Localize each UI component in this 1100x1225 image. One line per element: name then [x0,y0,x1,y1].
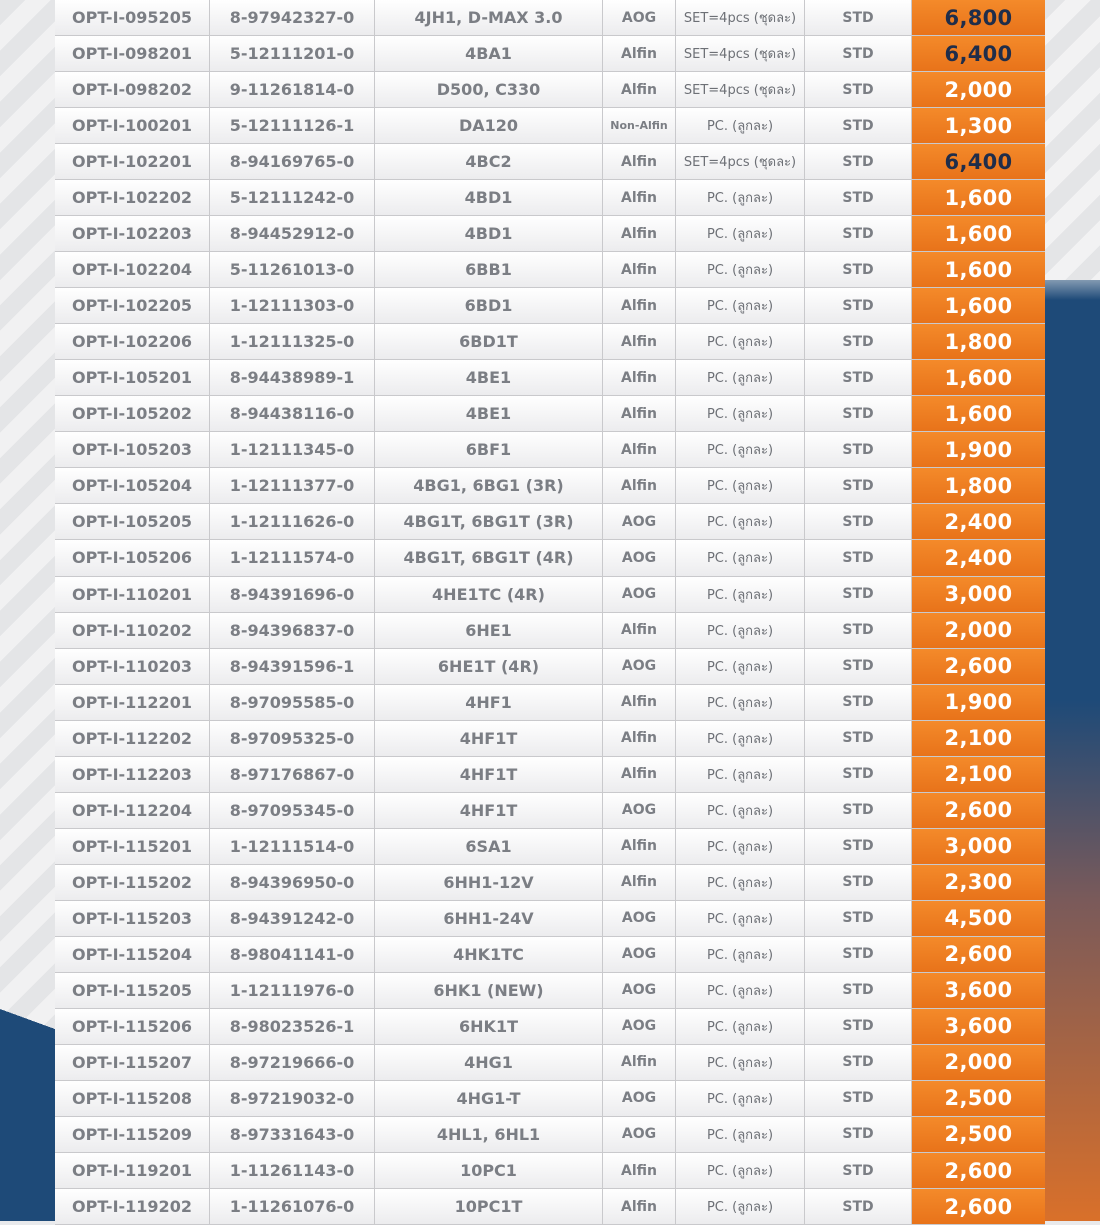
table-row [55,72,1045,108]
piston-type-cell: AOG [603,901,676,936]
piston-type-cell: Alfin [603,396,676,431]
table-row [55,1189,1045,1225]
price-cell: 1,600 [912,396,1045,431]
table-row [55,432,1045,468]
size-cell: STD [805,937,912,972]
piston-type-cell: Alfin [603,613,676,648]
unit-cell: PC. (ลูกละ) [676,1081,805,1116]
table-row [55,1045,1045,1081]
table-row [55,180,1045,216]
table-row [55,973,1045,1009]
table-row [55,685,1045,721]
part-number-cell: 8-94396837-0 [210,613,375,648]
unit-cell: SET=4pcs (ชุดละ) [676,0,805,35]
engine-model-cell: 4BD1 [375,216,603,251]
size-cell: STD [805,1189,912,1224]
price-cell: 2,500 [912,1081,1045,1116]
item-code-cell: OPT-I-102201 [55,144,210,179]
engine-model-cell: 6BF1 [375,432,603,467]
part-number-cell: 8-97219032-0 [210,1081,375,1116]
part-number-cell: 1-12111345-0 [210,432,375,467]
part-number-cell: 1-12111626-0 [210,504,375,539]
unit-cell: PC. (ลูกละ) [676,216,805,251]
table-row [55,577,1045,613]
price-cell: 2,400 [912,540,1045,575]
unit-cell: SET=4pcs (ชุดละ) [676,72,805,107]
table-row [55,1009,1045,1045]
size-cell: STD [805,613,912,648]
table-row [55,865,1045,901]
piston-type-cell: Alfin [603,1189,676,1224]
unit-cell: PC. (ลูกละ) [676,468,805,503]
price-cell: 2,500 [912,1117,1045,1152]
item-code-cell: OPT-I-098202 [55,72,210,107]
item-code-cell: OPT-I-115203 [55,901,210,936]
piston-type-cell: Alfin [603,252,676,287]
size-cell: STD [805,973,912,1008]
size-cell: STD [805,1045,912,1080]
table-row [55,901,1045,937]
part-number-cell: 1-11261143-0 [210,1153,375,1188]
part-number-cell: 1-12111976-0 [210,973,375,1008]
unit-cell: SET=4pcs (ชุดละ) [676,144,805,179]
engine-model-cell: 6HE1 [375,613,603,648]
size-cell: STD [805,757,912,792]
size-cell: STD [805,1081,912,1116]
piston-type-cell: AOG [603,649,676,684]
item-code-cell: OPT-I-105205 [55,504,210,539]
price-cell: 2,100 [912,757,1045,792]
size-cell: STD [805,324,912,359]
size-cell: STD [805,865,912,900]
price-cell: 1,900 [912,432,1045,467]
engine-model-cell: 4HG1 [375,1045,603,1080]
piston-type-cell: Alfin [603,432,676,467]
size-cell: STD [805,721,912,756]
piston-type-cell: AOG [603,504,676,539]
unit-cell: PC. (ลูกละ) [676,1153,805,1188]
piston-type-cell: Alfin [603,144,676,179]
piston-price-table [55,0,1045,1225]
item-code-cell: OPT-I-115202 [55,865,210,900]
table-row [55,36,1045,72]
piston-type-cell: AOG [603,1117,676,1152]
engine-model-cell: 6HK1 (NEW) [375,973,603,1008]
part-number-cell: 8-98041141-0 [210,937,375,972]
item-code-cell: OPT-I-105203 [55,432,210,467]
unit-cell: PC. (ลูกละ) [676,180,805,215]
engine-model-cell: 6HK1T [375,1009,603,1044]
engine-model-cell: 4HF1T [375,721,603,756]
price-cell: 2,100 [912,721,1045,756]
price-cell: 2,300 [912,865,1045,900]
part-number-cell: 1-12111377-0 [210,468,375,503]
price-cell: 2,600 [912,1153,1045,1188]
table-row [55,793,1045,829]
engine-model-cell: 6BB1 [375,252,603,287]
price-cell: 1,800 [912,324,1045,359]
price-cell: 4,500 [912,901,1045,936]
piston-type-cell: AOG [603,1081,676,1116]
item-code-cell: OPT-I-115201 [55,829,210,864]
size-cell: STD [805,396,912,431]
price-cell: 6,800 [912,0,1045,35]
item-code-cell: OPT-I-110203 [55,649,210,684]
price-cell: 2,600 [912,1189,1045,1224]
unit-cell: PC. (ลูกละ) [676,937,805,972]
unit-cell: PC. (ลูกละ) [676,504,805,539]
piston-type-cell: Alfin [603,288,676,323]
table-row [55,1153,1045,1189]
engine-model-cell: 6HE1T (4R) [375,649,603,684]
item-code-cell: OPT-I-105202 [55,396,210,431]
unit-cell: PC. (ลูกละ) [676,721,805,756]
part-number-cell: 1-11261076-0 [210,1189,375,1224]
part-number-cell: 8-97219666-0 [210,1045,375,1080]
piston-type-cell: AOG [603,793,676,828]
table-row [55,252,1045,288]
piston-type-cell: Alfin [603,865,676,900]
piston-type-cell: Alfin [603,1045,676,1080]
price-cell: 2,600 [912,649,1045,684]
part-number-cell: 8-97095325-0 [210,721,375,756]
item-code-cell: OPT-I-095205 [55,0,210,35]
table-row [55,613,1045,649]
part-number-cell: 9-11261814-0 [210,72,375,107]
size-cell: STD [805,793,912,828]
unit-cell: PC. (ลูกละ) [676,540,805,575]
table-row [55,1081,1045,1117]
engine-model-cell: 4BE1 [375,360,603,395]
table-row [55,757,1045,793]
engine-model-cell: 6HH1-12V [375,865,603,900]
part-number-cell: 1-12111514-0 [210,829,375,864]
size-cell: STD [805,1117,912,1152]
engine-model-cell: 4HE1TC (4R) [375,577,603,612]
table-row [55,721,1045,757]
engine-model-cell: 4HL1, 6HL1 [375,1117,603,1152]
size-cell: STD [805,829,912,864]
piston-type-cell: Alfin [603,468,676,503]
price-cell: 3,000 [912,829,1045,864]
price-cell: 1,600 [912,216,1045,251]
size-cell: STD [805,432,912,467]
price-cell: 1,600 [912,288,1045,323]
table-row [55,937,1045,973]
piston-type-cell: Alfin [603,757,676,792]
unit-cell: PC. (ลูกละ) [676,577,805,612]
piston-type-cell: Alfin [603,360,676,395]
engine-model-cell: 4BA1 [375,36,603,71]
unit-cell: PC. (ลูกละ) [676,108,805,143]
piston-type-cell: AOG [603,937,676,972]
unit-cell: SET=4pcs (ชุดละ) [676,36,805,71]
table-row [55,360,1045,396]
piston-type-cell: Alfin [603,180,676,215]
background-navy-stripe-left [0,940,60,1221]
engine-model-cell: D500, C330 [375,72,603,107]
unit-cell: PC. (ลูกละ) [676,396,805,431]
part-number-cell: 8-94452912-0 [210,216,375,251]
engine-model-cell: 4HK1TC [375,937,603,972]
unit-cell: PC. (ลูกละ) [676,324,805,359]
engine-model-cell: 6BD1 [375,288,603,323]
part-number-cell: 5-12111201-0 [210,36,375,71]
part-number-cell: 1-12111574-0 [210,540,375,575]
table-row [55,216,1045,252]
engine-model-cell: DA120 [375,108,603,143]
engine-model-cell: 6BD1T [375,324,603,359]
engine-model-cell: 4BG1, 6BG1 (3R) [375,468,603,503]
part-number-cell: 8-94438116-0 [210,396,375,431]
unit-cell: PC. (ลูกละ) [676,901,805,936]
item-code-cell: OPT-I-105201 [55,360,210,395]
engine-model-cell: 10PC1 [375,1153,603,1188]
part-number-cell: 5-12111126-1 [210,108,375,143]
table-row [55,829,1045,865]
price-cell: 2,600 [912,793,1045,828]
price-cell: 3,600 [912,973,1045,1008]
part-number-cell: 8-94396950-0 [210,865,375,900]
item-code-cell: OPT-I-110202 [55,613,210,648]
part-number-cell: 8-94169765-0 [210,144,375,179]
part-number-cell: 8-97331643-0 [210,1117,375,1152]
piston-type-cell: AOG [603,1009,676,1044]
item-code-cell: OPT-I-115209 [55,1117,210,1152]
size-cell: STD [805,180,912,215]
unit-cell: PC. (ลูกละ) [676,829,805,864]
table-row [55,649,1045,685]
size-cell: STD [805,0,912,35]
item-code-cell: OPT-I-112204 [55,793,210,828]
size-cell: STD [805,577,912,612]
table-row [55,540,1045,576]
unit-cell: PC. (ลูกละ) [676,1009,805,1044]
table-row [55,108,1045,144]
item-code-cell: OPT-I-112201 [55,685,210,720]
unit-cell: PC. (ลูกละ) [676,793,805,828]
item-code-cell: OPT-I-115208 [55,1081,210,1116]
table-row [55,144,1045,180]
unit-cell: PC. (ลูกละ) [676,649,805,684]
part-number-cell: 5-11261013-0 [210,252,375,287]
piston-type-cell: AOG [603,540,676,575]
price-cell: 2,400 [912,504,1045,539]
price-cell: 1,800 [912,468,1045,503]
engine-model-cell: 4BC2 [375,144,603,179]
unit-cell: PC. (ลูกละ) [676,1117,805,1152]
size-cell: STD [805,144,912,179]
item-code-cell: OPT-I-119201 [55,1153,210,1188]
piston-type-cell: Non-Alfin [603,108,676,143]
size-cell: STD [805,901,912,936]
item-code-cell: OPT-I-102203 [55,216,210,251]
size-cell: STD [805,1153,912,1188]
table-row [55,324,1045,360]
table-row [55,396,1045,432]
engine-model-cell: 4HF1 [375,685,603,720]
price-cell: 6,400 [912,144,1045,179]
piston-type-cell: Alfin [603,829,676,864]
item-code-cell: OPT-I-105206 [55,540,210,575]
engine-model-cell: 6HH1-24V [375,901,603,936]
piston-type-cell: Alfin [603,324,676,359]
size-cell: STD [805,72,912,107]
piston-type-cell: Alfin [603,36,676,71]
unit-cell: PC. (ลูกละ) [676,288,805,323]
engine-model-cell: 4BG1T, 6BG1T (4R) [375,540,603,575]
engine-model-cell: 6SA1 [375,829,603,864]
piston-type-cell: Alfin [603,721,676,756]
item-code-cell: OPT-I-119202 [55,1189,210,1224]
piston-type-cell: AOG [603,973,676,1008]
item-code-cell: OPT-I-098201 [55,36,210,71]
background-pattern-right [1040,0,1100,280]
unit-cell: PC. (ลูกละ) [676,865,805,900]
size-cell: STD [805,108,912,143]
price-cell: 1,600 [912,360,1045,395]
engine-model-cell: 4JH1, D-MAX 3.0 [375,0,603,35]
item-code-cell: OPT-I-115204 [55,937,210,972]
size-cell: STD [805,540,912,575]
piston-type-cell: AOG [603,577,676,612]
size-cell: STD [805,252,912,287]
item-code-cell: OPT-I-112202 [55,721,210,756]
part-number-cell: 8-94391242-0 [210,901,375,936]
price-cell: 2,000 [912,613,1045,648]
price-cell: 1,900 [912,685,1045,720]
table-row [55,1117,1045,1153]
price-cell: 2,000 [912,1045,1045,1080]
size-cell: STD [805,1009,912,1044]
item-code-cell: OPT-I-115206 [55,1009,210,1044]
item-code-cell: OPT-I-110201 [55,577,210,612]
size-cell: STD [805,504,912,539]
price-cell: 2,000 [912,72,1045,107]
piston-type-cell: Alfin [603,72,676,107]
unit-cell: PC. (ลูกละ) [676,613,805,648]
unit-cell: PC. (ลูกละ) [676,432,805,467]
engine-model-cell: 4BE1 [375,396,603,431]
part-number-cell: 8-94391596-1 [210,649,375,684]
engine-model-cell: 4HF1T [375,793,603,828]
item-code-cell: OPT-I-115207 [55,1045,210,1080]
part-number-cell: 8-94391696-0 [210,577,375,612]
size-cell: STD [805,468,912,503]
price-cell: 2,600 [912,937,1045,972]
item-code-cell: OPT-I-112203 [55,757,210,792]
part-number-cell: 8-97095345-0 [210,793,375,828]
unit-cell: PC. (ลูกละ) [676,360,805,395]
piston-type-cell: Alfin [603,685,676,720]
size-cell: STD [805,685,912,720]
item-code-cell: OPT-I-115205 [55,973,210,1008]
item-code-cell: OPT-I-100201 [55,108,210,143]
engine-model-cell: 4BD1 [375,180,603,215]
price-cell: 1,600 [912,180,1045,215]
price-cell: 3,600 [912,1009,1045,1044]
item-code-cell: OPT-I-102206 [55,324,210,359]
engine-model-cell: 4BG1T, 6BG1T (3R) [375,504,603,539]
engine-model-cell: 10PC1T [375,1189,603,1224]
unit-cell: PC. (ลูกละ) [676,1189,805,1224]
piston-type-cell: Alfin [603,1153,676,1188]
part-number-cell: 1-12111303-0 [210,288,375,323]
part-number-cell: 8-98023526-1 [210,1009,375,1044]
engine-model-cell: 4HG1-T [375,1081,603,1116]
engine-model-cell: 4HF1T [375,757,603,792]
piston-type-cell: AOG [603,0,676,35]
table-row [55,288,1045,324]
price-cell: 1,600 [912,252,1045,287]
item-code-cell: OPT-I-102204 [55,252,210,287]
unit-cell: PC. (ลูกละ) [676,685,805,720]
item-code-cell: OPT-I-102202 [55,180,210,215]
part-number-cell: 8-97095585-0 [210,685,375,720]
size-cell: STD [805,649,912,684]
unit-cell: PC. (ลูกละ) [676,1045,805,1080]
size-cell: STD [805,216,912,251]
unit-cell: PC. (ลูกละ) [676,757,805,792]
unit-cell: PC. (ลูกละ) [676,252,805,287]
table-row [55,504,1045,540]
part-number-cell: 8-97942327-0 [210,0,375,35]
part-number-cell: 8-97176867-0 [210,757,375,792]
unit-cell: PC. (ลูกละ) [676,973,805,1008]
price-cell: 3,000 [912,577,1045,612]
part-number-cell: 8-94438989-1 [210,360,375,395]
price-cell: 1,300 [912,108,1045,143]
item-code-cell: OPT-I-102205 [55,288,210,323]
price-cell: 6,400 [912,36,1045,71]
size-cell: STD [805,360,912,395]
table-row [55,0,1045,36]
part-number-cell: 1-12111325-0 [210,324,375,359]
table-row [55,468,1045,504]
piston-type-cell: Alfin [603,216,676,251]
size-cell: STD [805,36,912,71]
part-number-cell: 5-12111242-0 [210,180,375,215]
item-code-cell: OPT-I-105204 [55,468,210,503]
size-cell: STD [805,288,912,323]
